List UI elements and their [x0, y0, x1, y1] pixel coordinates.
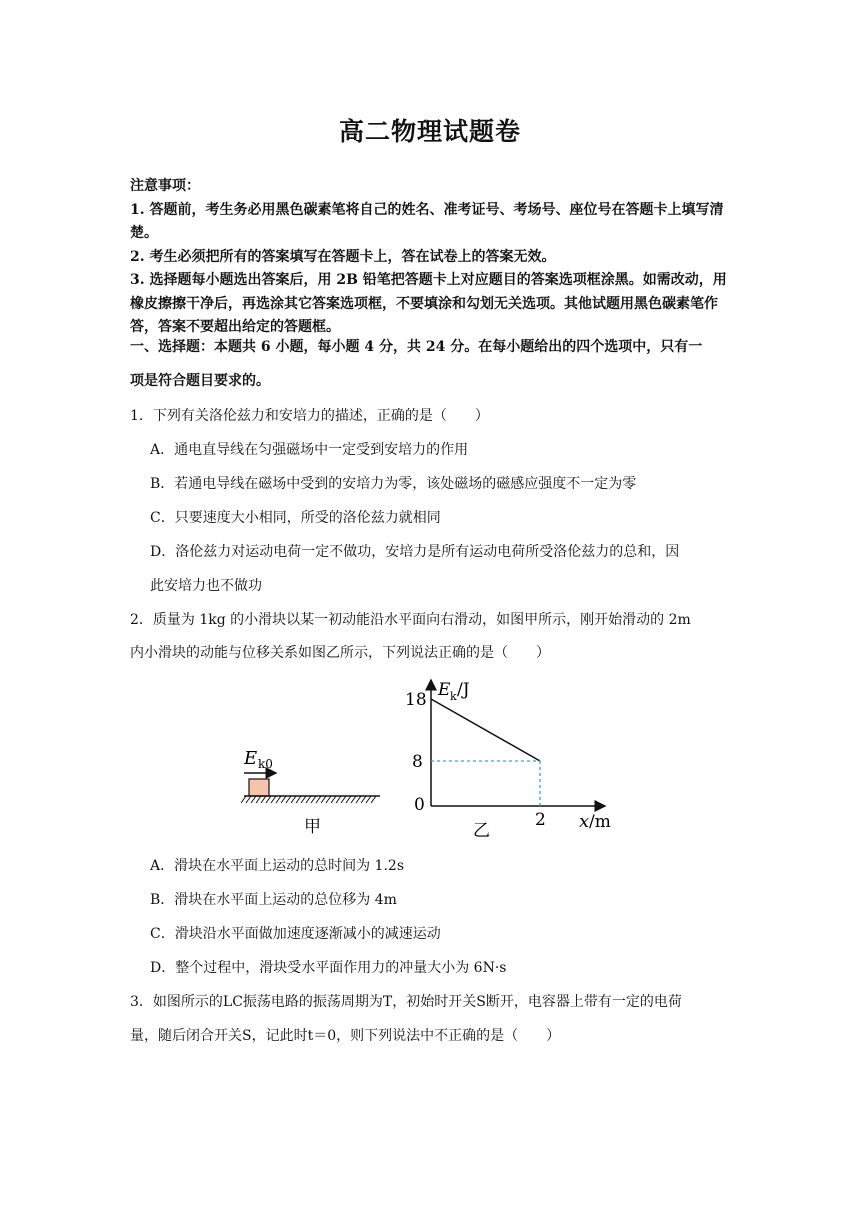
section-heading-line-1: 一、选择题：本题共 6 小题，每小题 4 分，共 24 分。在每小题给出的四个选项中，只有一: [130, 339, 703, 355]
q2-option-d: D．整个过程中，滑块受水平面作用力的冲量大小为 6N·s: [150, 960, 507, 976]
hatch-mark: [326, 796, 331, 803]
hatch-mark: [371, 796, 376, 803]
q1-option-c: C．只要速度大小相同，所受的洛伦兹力就相同: [150, 510, 441, 526]
hatch-mark: [241, 796, 246, 803]
q1-option-b: B．若通电导线在磁场中受到的安培力为零，该处磁场的磁感应强度不一定为零: [150, 476, 637, 492]
y-axis-label: E: [438, 680, 451, 700]
hatch-mark: [251, 796, 256, 803]
hatch-mark: [331, 796, 336, 803]
hatch-mark: [261, 796, 266, 803]
hatch-mark: [366, 796, 371, 803]
notice-block: [130, 175, 735, 340]
ek-line: [431, 699, 540, 761]
caption-yi: 乙: [473, 821, 490, 841]
q1-option-d-line-2: 此安培力也不做功: [150, 578, 262, 594]
q1-option-a: A．通电直导线在匀强磁场中一定受到安培力的作用: [150, 442, 469, 458]
hatch-mark: [286, 796, 291, 803]
hatch-mark: [276, 796, 281, 803]
page-title: 高二物理试题卷: [338, 117, 521, 146]
notice-item-1: 1. 答题前，考生务必用黑色碳素笔将自己的姓名、准考证号、考场号、座位号在答题卡上填写清楚。: [130, 201, 724, 241]
x-axis-unit: /m: [589, 812, 611, 832]
x-axis-label: x: [579, 811, 590, 832]
q2-option-a: A．滑块在水平面上运动的总时间为 1.2s: [150, 858, 405, 874]
notice-heading: 注意事项：: [130, 178, 200, 194]
hatch-mark: [316, 796, 321, 803]
hatch-mark: [291, 796, 296, 803]
y-axis-unit: /J: [457, 680, 470, 700]
hatch-mark: [281, 796, 286, 803]
hatch-mark: [361, 796, 366, 803]
ek0-label: E: [244, 748, 258, 769]
y-tick-8: 8: [412, 752, 423, 772]
q1-stem: 1．下列有关洛伦兹力和安培力的描述，正确的是（ ）: [130, 408, 489, 424]
ground-hatching: [241, 796, 376, 803]
hatch-mark: [271, 796, 276, 803]
caption-jia: 甲: [304, 817, 321, 837]
hatch-mark: [301, 796, 306, 803]
section-heading-line-2: 项是符合题目要求的。: [130, 373, 270, 389]
hatch-mark: [296, 796, 301, 803]
hatch-mark: [341, 796, 346, 803]
notice-item-3: 3. 选择题每小题选出答案后，用 2B 铅笔把答题卡上对应题目的答案选项框涂黑。如需改动，用橡皮擦擦干净后，再选涂其它答案选项框，不要填涂和勾划无关选项。其他试题用黑色碳素笔作答，答案不要超出给定的答题框。: [130, 272, 727, 335]
y-tick-18: 18: [405, 690, 427, 710]
hatch-mark: [311, 796, 316, 803]
notice-item-2: 2. 考生必须把所有的答案填写在答题卡上，答在试卷上的答案无效。: [130, 248, 556, 265]
figure-left-block-scene: [241, 748, 380, 837]
hatch-mark: [356, 796, 361, 803]
hatch-mark: [256, 796, 261, 803]
ek0-subscript: k0: [258, 757, 273, 771]
hatch-mark: [266, 796, 271, 803]
x-tick-2: 2: [535, 810, 546, 830]
y-axis-subscript: k: [450, 690, 457, 703]
y-tick-0: 0: [414, 795, 425, 815]
hatch-mark: [336, 796, 341, 803]
ek-x-graph: [405, 680, 611, 841]
q2-figure: [230, 672, 640, 844]
hatch-mark: [351, 796, 356, 803]
hatch-mark: [306, 796, 311, 803]
q2-option-c: C．滑块沿水平面做加速度逐渐减小的减速运动: [150, 926, 441, 942]
hatch-mark: [321, 796, 326, 803]
sliding-block: [249, 779, 269, 796]
q3-stem-line-1: 3．如图所示的LC振荡电路的振荡周期为T，初始时开关S断开，电容器上带有一定的电荷: [130, 994, 682, 1010]
hatch-mark: [246, 796, 251, 803]
q3-stem-line-2: 量，随后闭合开关S，记此时t＝0，则下列说法中不正确的是（ ）: [130, 1028, 561, 1044]
q2-option-b: B．滑块在水平面上运动的总位移为 4m: [150, 892, 397, 908]
q1-option-d-line-1: D．洛伦兹力对运动电荷一定不做功，安培力是所有运动电荷所受洛伦兹力的总和，因: [150, 544, 680, 560]
q2-stem-line-2: 内小滑块的动能与位移关系如图乙所示，下列说法正确的是（ ）: [130, 645, 550, 661]
hatch-mark: [346, 796, 351, 803]
q2-stem-line-1: 2．质量为 1kg 的小滑块以某一初动能沿水平面向右滑动，如图甲所示，刚开始滑动的 2m: [130, 612, 691, 628]
